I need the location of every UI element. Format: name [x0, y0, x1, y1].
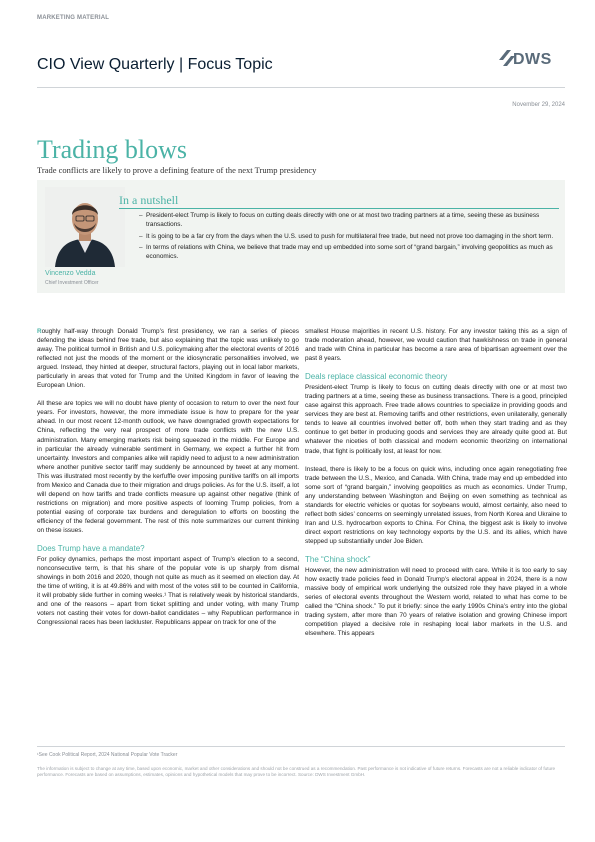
- author-photo: [45, 187, 125, 267]
- nutshell-bullet: – In terms of relations with China, we believe that trade may end up embedded into some sort of “grand bargain,” involving geopolitics as much as economics.: [139, 243, 557, 262]
- body-paragraph: Instead, there is likely to be a focus on quick wins, including once again renegotiating free trade between the U.S., Mexico, and Canada. With China, trade may end up embedded into some sort of “grand bargain,” involving geopolitics as much as economics. Under Trump, any understanding between Washington and Beijing on even something as technical as standards for electric vehicles or quotas for soybeans would, almost certainly, also need to reflect both sides’ concerns on seemingly unrelated issues, from North Korea and Ukraine to Iran and U.S. hydrocarbon exports to China. For China, the biggest ask is likely to involve direct export restrictions on key technology exports by the U.S. and its allies, which have stepped up substantially under Joe Biden.: [305, 465, 567, 545]
- body-paragraph: For policy dynamics, perhaps the most important aspect of Trump’s election to a second, nonconsecutive term, is that his share of the popular vote is up sharply from dismal showings in both 2016 and 2020, though not quite as much as it seemed on election day. At the time of writing, it is at 49.86% and with most of the votes still to be counted in California, it will probably slide further in coming weeks.¹ That is relatively weak by historical standards, and one of the reasons – apart from ticket splitting and under voting, with many Trump voters not casting their votes for down-ballot candidates – why Republican performance in Congressional races has been lackluster. Republicans appear on track for one of the: [37, 556, 299, 627]
- body-paragraph: smallest House majorities in recent U.S. history. For any investor taking this as a sign of trade moderation ahead, however, we would caution that hawkishness on trade in general and trade with China in particular has become a rare area of bipartisan agreement over the past 8 years.: [305, 328, 567, 363]
- nutshell-bullet: – It is going to be a far cry from the days when the U.S. used to push for multilateral free trade, but need not prove too damaging in the short term.: [139, 232, 557, 241]
- footnote: ¹See Cook Political Report, 2024 National Popular Vote Tracker: [37, 752, 178, 758]
- body-paragraph: President-elect Trump is likely to focus on cutting deals directly with one or at most two trading partners at a time, seeing these as business transactions. There is a good, principled case against this approach. Free trade allows countries to specialize in providing goods and services they are best at. Removing tariffs and other restrictions, even unilaterally, generally tends to leave all countries involved better off, both when they start trading and as they continue to get better in producing goods and services they are already quite good at. But whatever the niceties of both classical and modern economic theorizing on international trade, that fight is politically lost, at least for now.: [305, 384, 567, 455]
- disclaimer: The information is subject to change at any time, based upon economic, market and other considerations and should not be construed as a recommendation. Past performance is not indicative of future returns. Forecasts are not a reliable indicator of future performance. Forecasts are based on assumptions, estimates, opinions and hypothetical models that may prove to be incorrect. Source: DWS Investment GmbH.: [37, 766, 556, 778]
- marketing-label: MARKETING MATERIAL: [37, 15, 110, 21]
- publication-title: CIO View Quarterly | Focus Topic: [37, 56, 273, 73]
- body-paragraph: [37, 327, 299, 390]
- article-subtitle: Trade conflicts are likely to prove a defining feature of the next Trump presidency: [37, 165, 317, 175]
- nutshell-box: [37, 180, 565, 293]
- top-band: [0, 0, 595, 8]
- nutshell-divider: [119, 208, 559, 209]
- publication-date: November 29, 2024: [512, 102, 565, 108]
- nutshell-title: In a nutshell: [119, 193, 179, 207]
- article-title: Trading blows: [37, 135, 188, 164]
- body-paragraph: However, the new administration will need to proceed with care. While it is too early to say how exactly trade policies feed in Donald Trump’s electoral appeal in 2024, there is a now massive body of empirical work underlying the outsized role they have played in a whole series of electoral events throughout the Western world, related to what has come to be called the “China shock.” To put it briefly: since the early 1990s China’s entry into the global trading system, after more than 70 years of relative isolation and growing Chinese import competition played a decisive role in reshaping local labor markets in the U.S. and elsewhere. This appears: [305, 566, 567, 638]
- body-paragraph: All these are topics we will no doubt have plenty of occasion to return to over the next four years. For investors, however, the more immediate issue is how to prepare for the year ahead. In our most recent 12-month outlook, we have downgraded growth expectations for China, reflecting the very real prospect of more trade conflicts with the new U.S. administration. Many emerging markets risk being squeezed in the middle. For Europe and in particular the already vulnerable sentiment in Germany, we expect a further hit from uncertainty. Investors and companies alike will rapidly need to adjust to a new administration where another punitive sector tariff may suddenly be announced by tweet at any moment. This was illustrated most recently by the kerfuffle over imposing punitive tariffs on all imports from Mexico and Canada due to their migration and drugs policies. As for the U.S. itself, a lot will depend on how tariffs and trade conflicts measure up against other negative (think of restrictions on migration) and more positive aspects of looming Trump policies, from a potential easing of corporate tax burdens and deregulation to efforts on boosting the efficiency of the federal government. The rest of this note summarizes our current thinking on these issues.: [37, 400, 299, 534]
- nutshell-list: [139, 211, 557, 263]
- section-heading: Deals replace classical economic theory: [305, 372, 448, 382]
- body-column-right: [305, 327, 567, 647]
- body-column-left: [37, 327, 299, 636]
- drop-cap: R: [37, 328, 42, 335]
- section-heading: Does Trump have a mandate?: [37, 544, 145, 554]
- author-role: Chief Investment Officer: [45, 280, 99, 286]
- header-divider: [37, 87, 565, 88]
- author-name: Vincenzo Vedda: [45, 270, 96, 277]
- footer-divider: [37, 746, 565, 747]
- paragraph-text: oughly half-way through Donald Trump’s first presidency, we ran a series of pieces defending the ideas behind free trade, but also explaining that the topic was unlikely to go away. The political turmoil in British and U.S. policymaking after the electoral events of 2016 reflected not just the moods of the moment or the idiosyncratic personalities involved, we argued. Instead, they hinted at deeper, structural factors, playing out in local labor markets, particularly in areas that voted for Trump and the United Kingdom in favor of leaving the European Union.: [37, 328, 299, 390]
- nutshell-bullet: – President-elect Trump is likely to focus on cutting deals directly with one or at most two trading partners at a time, seeing these as business transactions.: [139, 211, 557, 230]
- section-heading: The “China shock”: [305, 554, 371, 564]
- dws-logo-text: DWS: [513, 51, 552, 68]
